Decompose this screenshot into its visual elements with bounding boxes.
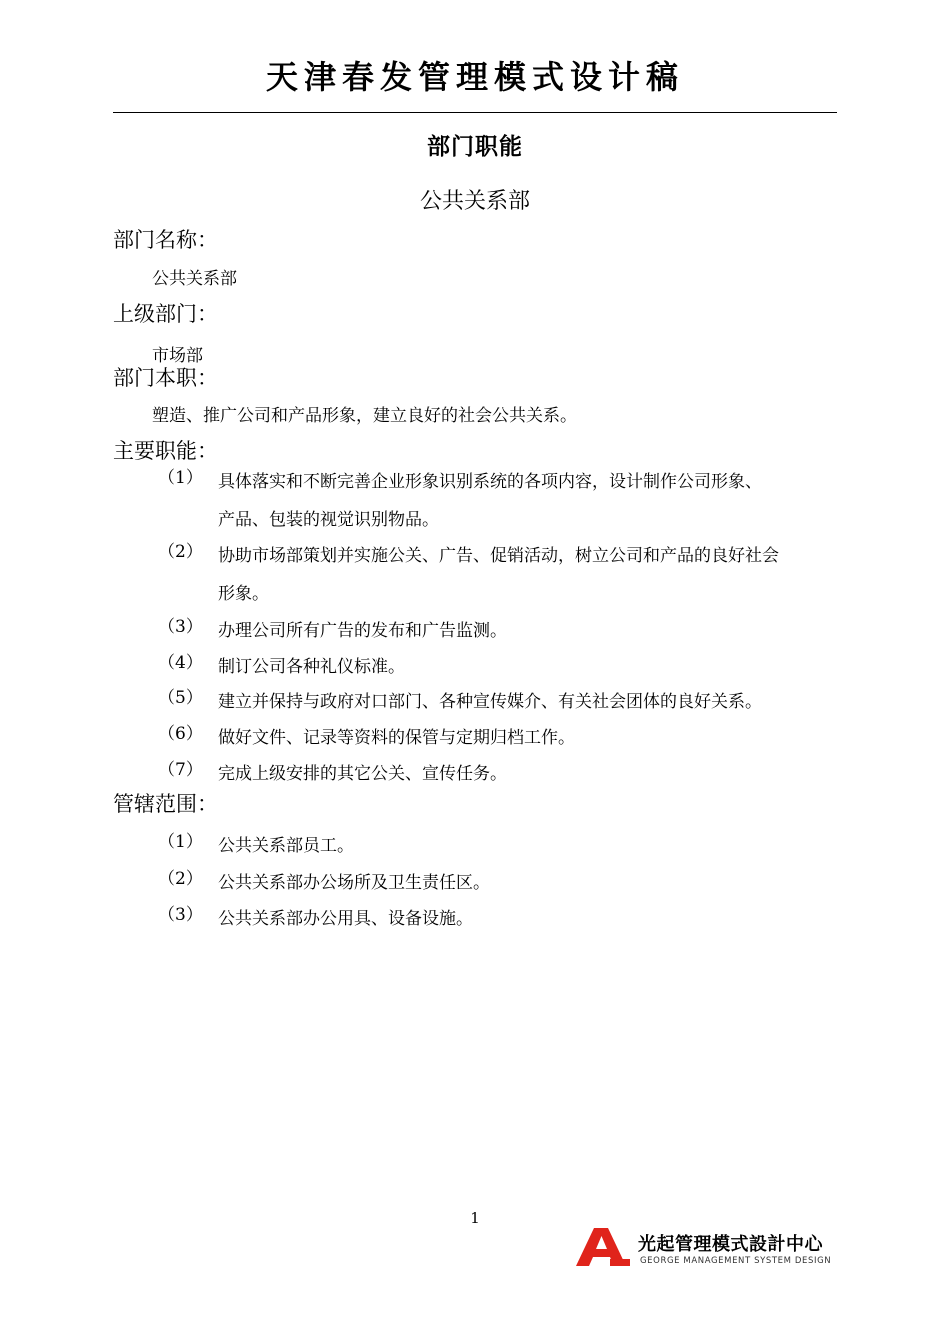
logo-english-name: GEORGE MANAGEMENT SYSTEM DESIGN [640, 1256, 832, 1266]
document-title: 天津春发管理模式设计稿 [265, 58, 684, 96]
duty-text [218, 683, 843, 721]
duty-number: （5） [158, 688, 203, 708]
section-heading: 部门职能 [427, 134, 523, 160]
logo-a-icon [574, 1226, 634, 1268]
scope-label: 管辖范围： [113, 792, 218, 816]
duty-text-line: 建立并保持与政府对口部门、各种宣传媒介、有关社会团体的良好关系。 [218, 692, 762, 712]
scope-number: （1） [158, 832, 203, 852]
duty-text [218, 719, 843, 757]
duty-number: （1） [158, 468, 203, 488]
duty-text-line: 做好文件、记录等资料的保管与定期归档工作。 [218, 728, 575, 748]
duty-text [218, 537, 843, 613]
duty-text [218, 755, 843, 793]
duty-text-line: 具体落实和不断完善企业形象识别系统的各项内容，设计制作公司形象、 [218, 472, 762, 492]
duties-label: 主要职能： [113, 439, 218, 463]
logo-chinese-name: 光起管理模式設計中心 [638, 1234, 823, 1255]
duty-text-line: 产品、包装的视觉识别物品。 [218, 510, 439, 530]
duty-text-line: 制订公司各种礼仪标准。 [218, 657, 405, 677]
page-number: 1 [470, 1209, 480, 1227]
scope-text: 公共关系部办公用具、设备设施。 [218, 909, 473, 929]
dept-name-value: 公共关系部 [152, 269, 237, 289]
duty-text-line: 协助市场部策划并实施公关、广告、促销活动，树立公司和产品的良好社会 [218, 546, 779, 566]
duty-text-line: 办理公司所有广告的发布和广告监测。 [218, 621, 507, 641]
duty-text-line: 完成上级安排的其它公关、宣传任务。 [218, 764, 507, 784]
duty-number: （6） [158, 724, 203, 744]
company-logo [574, 1226, 844, 1272]
mission-text: 塑造、推广公司和产品形象，建立良好的社会公共关系。 [152, 406, 577, 426]
superior-dept-label: 上级部门： [113, 302, 218, 326]
duty-number: （4） [158, 653, 203, 673]
duty-number: （7） [158, 760, 203, 780]
scope-number: （2） [158, 869, 203, 889]
mission-label: 部门本职： [113, 366, 218, 390]
duty-text [218, 463, 843, 539]
duty-text [218, 648, 843, 686]
scope-number: （3） [158, 905, 203, 925]
dept-name-label: 部门名称： [113, 228, 218, 252]
department-title: 公共关系部 [419, 189, 530, 214]
scope-text: 公共关系部办公场所及卫生责任区。 [218, 873, 490, 893]
title-divider [113, 112, 837, 113]
duty-number: （3） [158, 617, 203, 637]
duty-number: （2） [158, 542, 203, 562]
duty-text-line: 形象。 [218, 584, 269, 604]
duty-text [218, 612, 843, 650]
scope-text: 公共关系部员工。 [218, 836, 354, 856]
superior-dept-value: 市场部 [152, 346, 203, 366]
